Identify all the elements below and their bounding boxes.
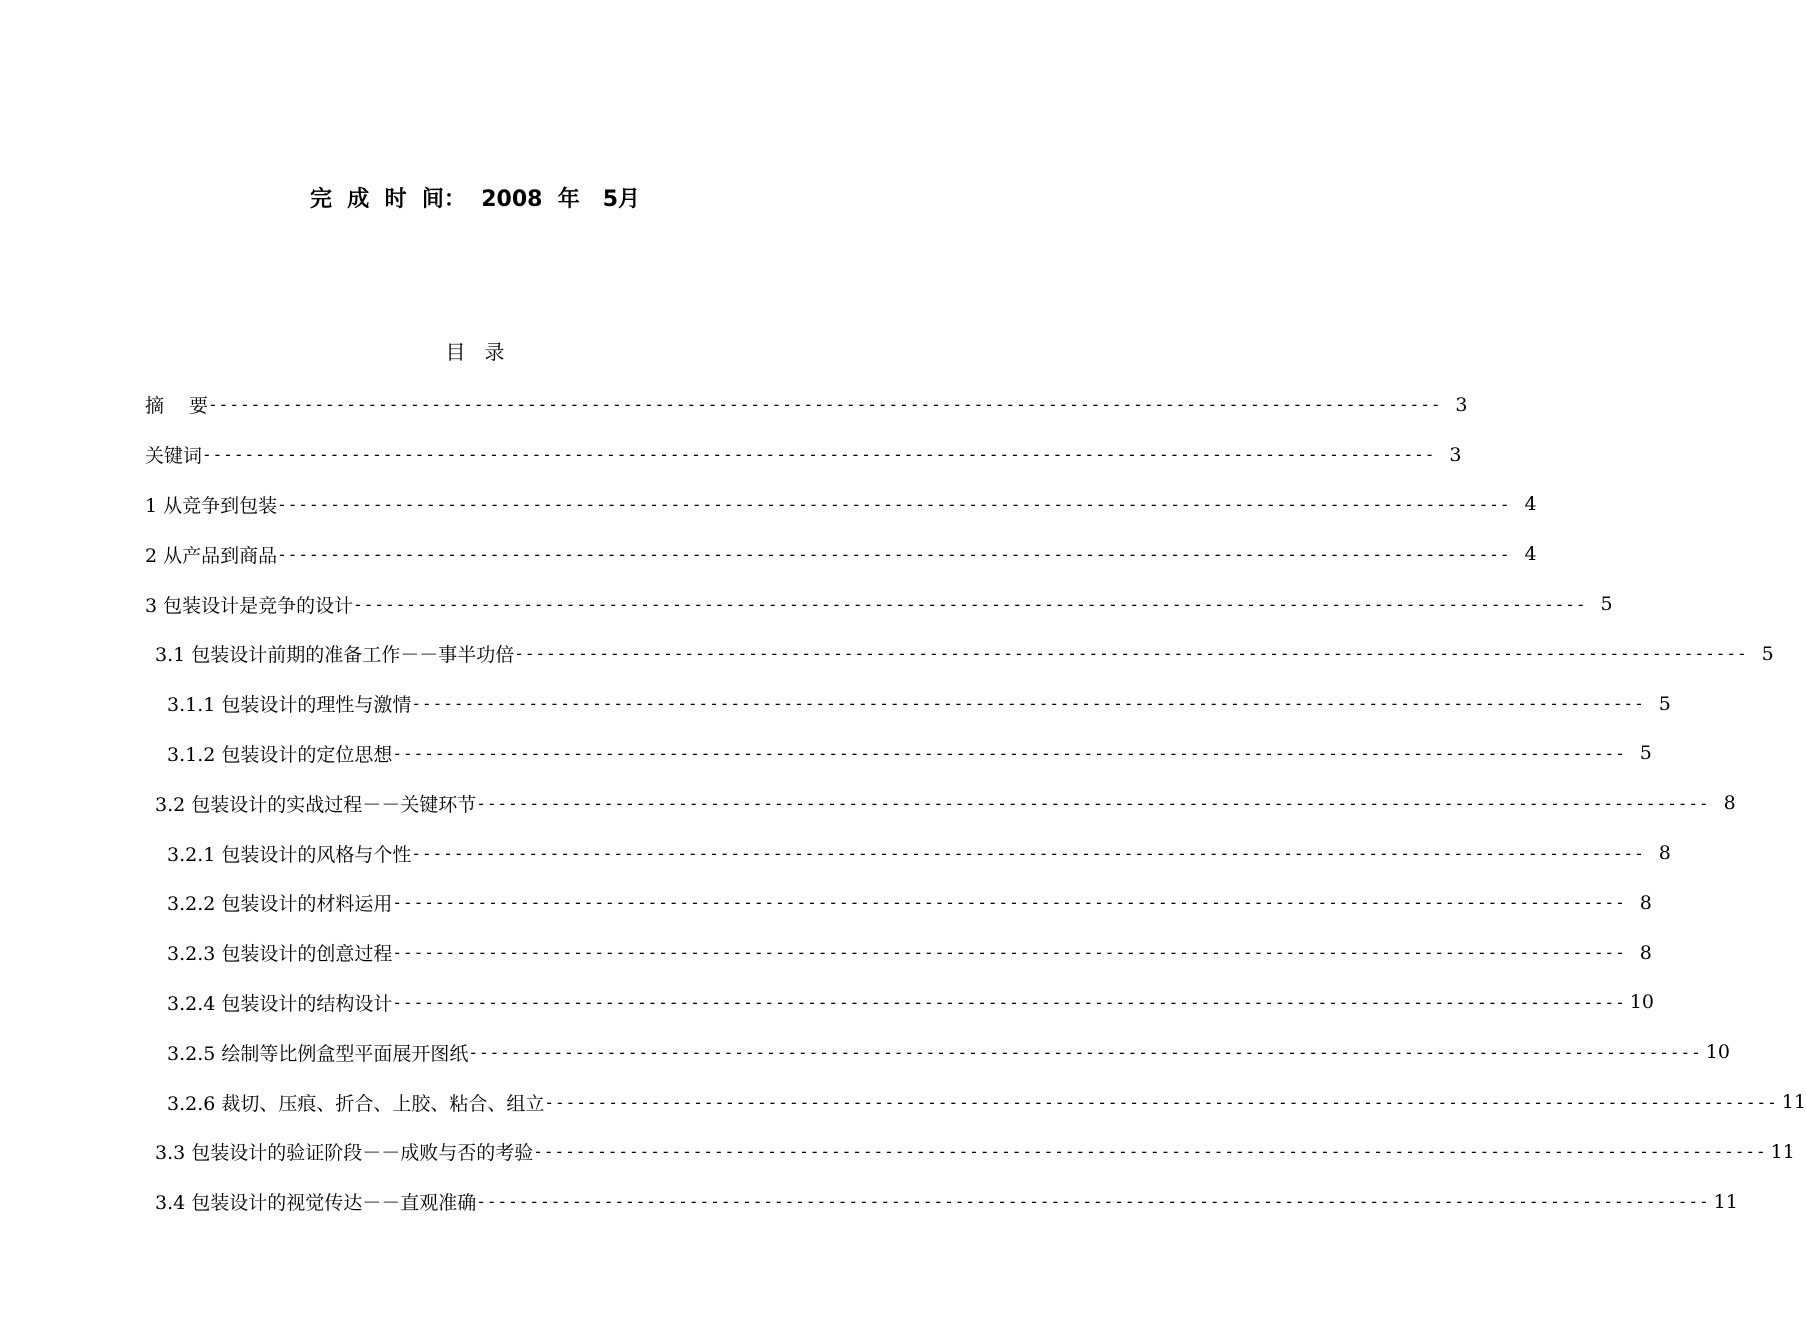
toc-entry[interactable] bbox=[145, 380, 1468, 430]
toc-entry[interactable] bbox=[145, 1077, 1806, 1127]
toc-entry-page: 4 bbox=[1524, 543, 1537, 566]
toc-leader: -------------------------------------------------------------------------------------------------------------------- bbox=[411, 694, 1645, 714]
toc-entry-page: 5 bbox=[1600, 593, 1613, 616]
toc-entry[interactable] bbox=[145, 430, 1462, 480]
toc-entry-page: 5 bbox=[1658, 692, 1671, 715]
toc-entry-label: 3.2.2 包装设计的材料运用 bbox=[167, 893, 393, 916]
toc-title: 目 录 bbox=[445, 340, 505, 364]
toc-entry[interactable] bbox=[145, 679, 1671, 729]
toc-leader: -------------------------------------------------------------------------------------------------------------------- bbox=[476, 793, 1710, 813]
toc-leader: -------------------------------------------------------------------------------------------------------------------- bbox=[392, 743, 1626, 763]
toc-leader: -------------------------------------------------------------------------------------------------------------------- bbox=[392, 992, 1626, 1012]
toc-leader: -------------------------------------------------------------------------------------------------------------------- bbox=[353, 594, 1587, 614]
table-of-contents bbox=[145, 380, 1806, 1227]
toc-leader: -------------------------------------------------------------------------------------------------------------------- bbox=[411, 843, 1645, 863]
toc-entry-page: 8 bbox=[1723, 792, 1736, 815]
toc-leader: -------------------------------------------------------------------------------------------------------------------- bbox=[202, 445, 1436, 465]
toc-leader: -------------------------------------------------------------------------------------------------------------------- bbox=[392, 893, 1626, 913]
toc-entry-page: 5 bbox=[1639, 742, 1652, 765]
toc-entry[interactable] bbox=[145, 1177, 1738, 1227]
toc-entry[interactable] bbox=[145, 1127, 1795, 1177]
toc-entry-page: 10 bbox=[1705, 1041, 1730, 1064]
toc-entry-page: 3 bbox=[1449, 443, 1462, 466]
toc-entry[interactable] bbox=[145, 1027, 1730, 1077]
toc-leader: -------------------------------------------------------------------------------------------------------------------- bbox=[277, 494, 1511, 514]
toc-leader: -------------------------------------------------------------------------------------------------------------------- bbox=[277, 544, 1511, 564]
toc-entry[interactable] bbox=[145, 579, 1613, 629]
toc-leader: -------------------------------------------------------------------------------------------------------------------- bbox=[392, 943, 1626, 963]
toc-entry-page: 11 bbox=[1713, 1190, 1738, 1213]
toc-entry-label: 3.3 包装设计的验证阶段－－成败与否的考验 bbox=[155, 1142, 534, 1165]
toc-entry[interactable] bbox=[145, 778, 1736, 828]
toc-entry[interactable] bbox=[145, 729, 1652, 779]
toc-leader: -------------------------------------------------------------------------------------------------------------------- bbox=[476, 1192, 1710, 1212]
toc-leader: -------------------------------------------------------------------------------------------------------------------- bbox=[544, 1092, 1778, 1112]
toc-entry-label: 3.1.1 包装设计的理性与激情 bbox=[167, 694, 412, 717]
completion-date: 完 成 时 间： 2008 年 5月 bbox=[309, 187, 641, 212]
toc-leader: -------------------------------------------------------------------------------------------------------------------- bbox=[208, 395, 1442, 415]
toc-entry-page: 10 bbox=[1629, 991, 1654, 1014]
toc-entry-label: 3.1 包装设计前期的准备工作－－事半功倍 bbox=[155, 644, 515, 667]
toc-leader: -------------------------------------------------------------------------------------------------------------------- bbox=[533, 1142, 1767, 1162]
toc-entry-page: 11 bbox=[1781, 1091, 1806, 1114]
toc-entry-label: 3 包装设计是竞争的设计 bbox=[145, 594, 354, 617]
toc-entry[interactable] bbox=[145, 928, 1652, 978]
toc-entry-page: 8 bbox=[1639, 941, 1652, 964]
toc-entry-label: 3.2 包装设计的实战过程－－关键环节 bbox=[155, 793, 477, 816]
toc-entry-page: 8 bbox=[1658, 842, 1671, 865]
toc-leader: -------------------------------------------------------------------------------------------------------------------- bbox=[468, 1042, 1702, 1062]
toc-entry-label: 3.1.2 包装设计的定位思想 bbox=[167, 743, 393, 766]
toc-entry[interactable] bbox=[145, 828, 1671, 878]
toc-entry-label: 3.2.6 裁切、压痕、折合、上胶、粘合、组立 bbox=[167, 1092, 545, 1115]
toc-entry-page: 3 bbox=[1455, 393, 1468, 416]
toc-entry-label: 3.2.1 包装设计的风格与个性 bbox=[167, 843, 412, 866]
toc-leader: -------------------------------------------------------------------------------------------------------------------- bbox=[514, 644, 1748, 664]
toc-entry[interactable] bbox=[145, 529, 1537, 579]
toc-entry-page: 4 bbox=[1524, 493, 1537, 516]
toc-entry-label: 3.2.4 包装设计的结构设计 bbox=[167, 992, 393, 1015]
toc-entry-label: 3.2.5 绘制等比例盒型平面展开图纸 bbox=[167, 1042, 469, 1065]
toc-entry-label: 摘 要 bbox=[145, 395, 209, 418]
toc-entry[interactable] bbox=[145, 629, 1774, 679]
toc-entry-label: 3.2.3 包装设计的创意过程 bbox=[167, 943, 393, 966]
toc-entry-label: 2 从产品到商品 bbox=[145, 544, 278, 567]
toc-entry[interactable] bbox=[145, 878, 1652, 928]
toc-entry-label: 关键词 bbox=[145, 445, 203, 468]
toc-entry[interactable] bbox=[145, 978, 1654, 1028]
toc-entry-page: 8 bbox=[1639, 891, 1652, 914]
toc-entry-label: 3.4 包装设计的视觉传达－－直观准确 bbox=[155, 1192, 477, 1215]
toc-entry-page: 5 bbox=[1761, 642, 1774, 665]
toc-entry[interactable] bbox=[145, 480, 1537, 530]
toc-entry-label: 1 从竞争到包装 bbox=[145, 494, 278, 517]
toc-entry-page: 11 bbox=[1770, 1140, 1795, 1163]
